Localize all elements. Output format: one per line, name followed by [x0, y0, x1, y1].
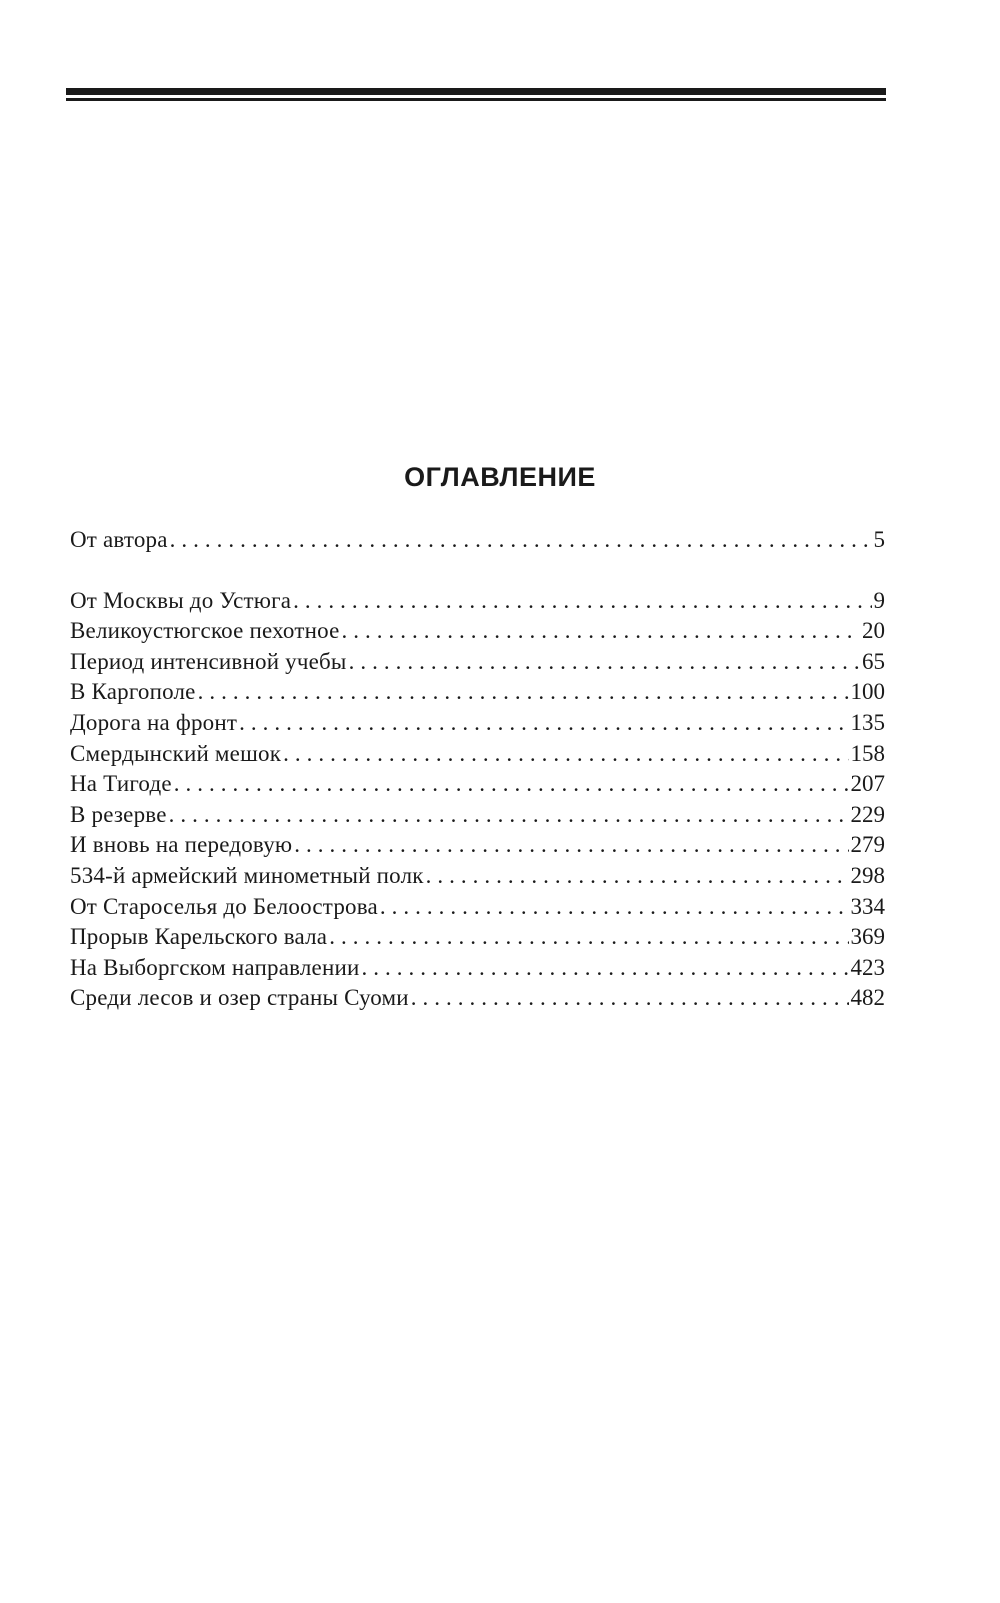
- toc-entry: [70, 708, 885, 739]
- header-rule: [66, 88, 886, 102]
- toc-entry-title: Среди лесов и озер страны Суоми: [70, 985, 409, 1011]
- toc-dot-leader: [237, 708, 848, 739]
- toc-entry-title: На Тигоде: [70, 771, 172, 797]
- toc-dot-leader: [167, 800, 849, 831]
- toc-entry: [70, 892, 885, 923]
- toc-entry-page: 334: [850, 893, 885, 919]
- toc-entry: [70, 983, 885, 1014]
- toc-dot-leader: [359, 953, 848, 984]
- toc-entry-page: 100: [850, 679, 885, 705]
- toc-dot-leader: [281, 739, 848, 770]
- toc-entry-title: Смердынский мешок: [70, 740, 282, 766]
- toc-entry-page: 158: [850, 740, 885, 766]
- toc-entry-title: Период интенсивной учебы: [70, 648, 347, 674]
- toc-entry-title: От автора: [70, 527, 168, 552]
- toc-entry-title: Дорога на фронт: [70, 709, 238, 735]
- toc-entry-title: И вновь на передовую: [70, 832, 293, 858]
- toc-entry-title: Прорыв Карельского вала: [70, 924, 328, 950]
- toc-entry-page: 482: [850, 985, 885, 1011]
- toc-entry: [70, 525, 885, 556]
- toc-entry-title: 534-й армейский минометный полк: [70, 862, 424, 888]
- toc-entry-title: В резерве: [70, 801, 167, 827]
- toc-dot-leader: [409, 983, 849, 1014]
- toc-dot-leader: [292, 830, 848, 861]
- toc-entry: [70, 769, 885, 800]
- toc-entry-page: 279: [850, 832, 885, 858]
- toc-dot-leader: [378, 892, 849, 923]
- toc-entry: [70, 922, 885, 953]
- toc-dot-leader: [424, 861, 849, 892]
- toc-entry-page: 20: [862, 618, 885, 644]
- toc-entry-title: В Каргополе: [70, 679, 196, 705]
- toc-entry: [70, 616, 885, 647]
- toc-entry: [70, 800, 885, 831]
- header-rule-thick: [66, 88, 886, 95]
- toc-entry-page: 229: [850, 801, 885, 827]
- toc-entry-title: Великоустюгское пехотное: [70, 618, 340, 644]
- toc-entry-page: 135: [850, 709, 885, 735]
- toc-entry-page: 298: [850, 862, 885, 888]
- toc-entry-title: На Выборгском направлении: [70, 954, 360, 980]
- toc-dot-leader: [327, 922, 848, 953]
- toc-entry: [70, 739, 885, 770]
- toc-entry-page: 423: [850, 954, 885, 980]
- toc-dot-leader: [339, 616, 860, 647]
- toc-entry-title: От Староселья до Белоострова: [70, 893, 378, 919]
- toc-entry-page: 9: [873, 587, 885, 613]
- toc-entry-page: 207: [850, 771, 885, 797]
- page-title: ОГЛАВЛЕНИЕ: [404, 462, 596, 492]
- toc-dot-leader: [196, 677, 849, 708]
- toc-entry: [70, 861, 885, 892]
- toc-entry: [70, 586, 885, 617]
- toc-dot-leader: [291, 586, 871, 617]
- toc-entry-page: 65: [862, 648, 885, 674]
- toc-entry: [70, 647, 885, 678]
- toc-dot-leader: [168, 525, 872, 556]
- toc-dot-leader: [172, 769, 849, 800]
- toc-entry: [70, 953, 885, 984]
- header-rule-thin: [66, 98, 886, 101]
- toc-entry: [70, 830, 885, 861]
- toc-entry-page: 369: [850, 924, 885, 950]
- table-of-contents: [70, 525, 885, 1014]
- toc-entry-title: От Москвы до Устюга: [70, 587, 292, 613]
- toc-dot-leader: [347, 647, 860, 678]
- toc-entry: [70, 677, 885, 708]
- toc-entry-page: 5: [873, 527, 885, 552]
